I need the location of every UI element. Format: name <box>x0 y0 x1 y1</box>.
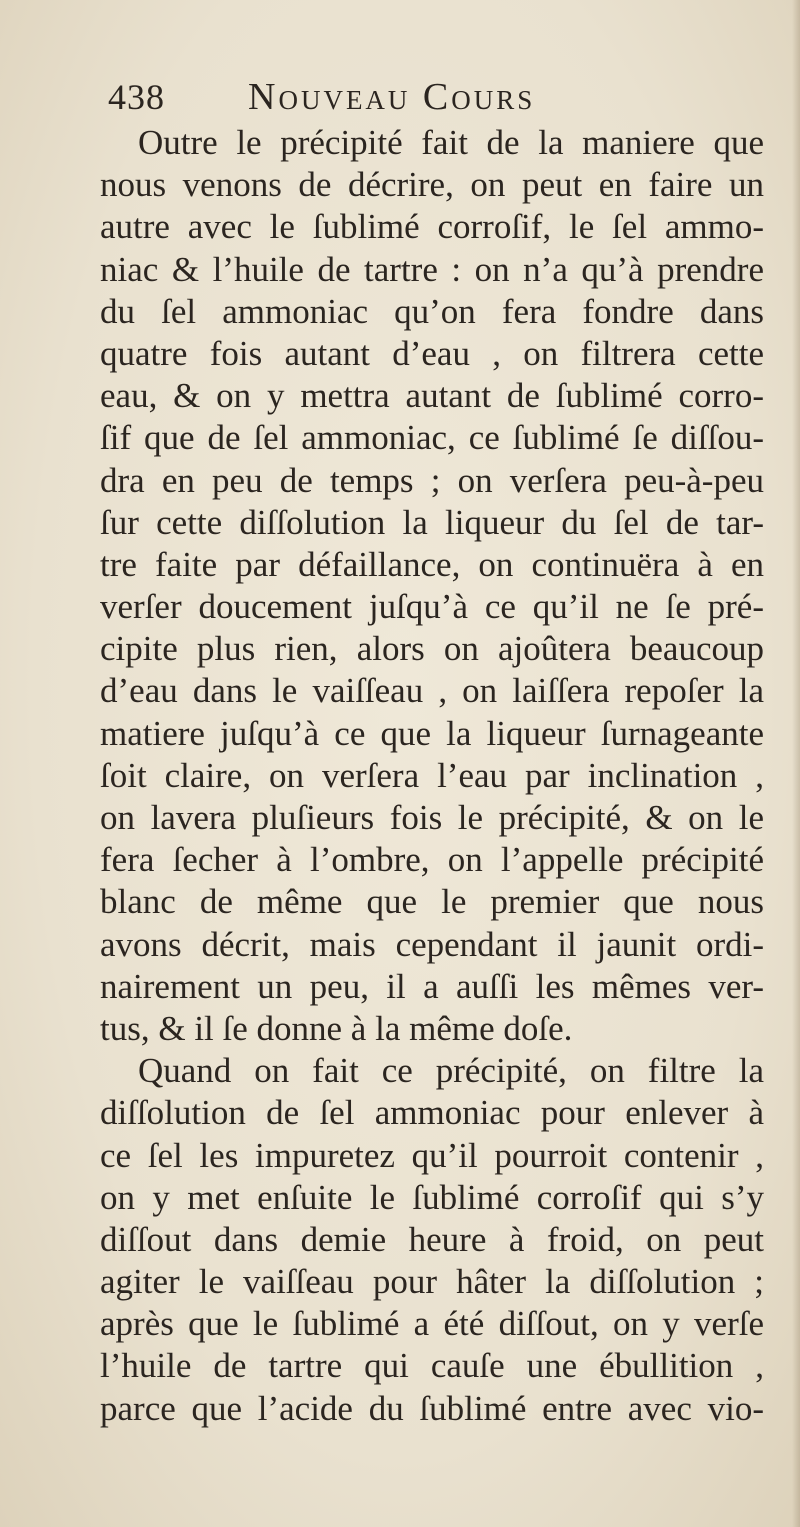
text-line: ce ſel les impuretez qu’il pourroit contenir , <box>100 1135 764 1175</box>
text-line: on y met enſuite le ſublimé corroſif qui s’y <box>100 1177 764 1217</box>
text-line: quatre fois autant d’eau , on filtrera cette <box>100 333 764 373</box>
running-title: Nouveau Cours <box>248 76 536 118</box>
page-number: 438 <box>108 77 165 117</box>
text-line: Quand on fait ce précipité, on filtre la <box>138 1051 764 1091</box>
text-line: matiere juſqu’à ce que la liqueur ſurnageante <box>100 713 764 753</box>
text-line: tre faite par défaillance, on continuëra à en <box>100 544 764 584</box>
text-line: nairement un peu, il a auſſi les mêmes ver- <box>100 966 764 1006</box>
text-line: agiter le vaiſſeau pour hâter la diſſolution ; <box>100 1262 764 1302</box>
text-line: nous venons de décrire, on peut en faire un <box>100 165 764 205</box>
text-line: cipite plus rien, alors on ajoûtera beaucoup <box>100 629 764 669</box>
text-line: ſoit claire, on verſera l’eau par inclination , <box>100 755 764 795</box>
text-line: autre avec le ſublimé corroſif, le ſel ammo- <box>100 207 764 247</box>
text-line: diſſout dans demie heure à froid, on peut <box>100 1219 764 1259</box>
text-line: dra en peu de temps ; on verſera peu-à-peu <box>100 460 764 500</box>
text-line: tus, & il ſe donne à la même doſe. <box>100 1008 573 1048</box>
text-line: Outre le précipité fait de la maniere que <box>138 123 764 162</box>
page-edge-shadow <box>792 0 800 1527</box>
page-header <box>108 72 648 122</box>
text-line: après que le ſublimé a été diſſout, on y verſe <box>100 1304 764 1344</box>
text-line: ſif que de ſel ammoniac, ce ſublimé ſe diſſou- <box>100 418 764 458</box>
text-line: l’huile de tartre qui cauſe une ébullition , <box>100 1346 764 1386</box>
text-line: blanc de même que le premier que nous <box>100 882 764 922</box>
paragraph-1 <box>100 122 764 1050</box>
text-line: d’eau dans le vaiſſeau , on laiſſera repoſer la <box>100 671 764 711</box>
text-line: eau, & on y mettra autant de ſublimé corro- <box>100 376 764 416</box>
text-line: niac & l’huile de tartre : on n’a qu’à prendre <box>100 249 764 289</box>
text-line: avons décrit, mais cependant il jaunit ordi- <box>100 924 764 964</box>
text-line: du ſel ammoniac qu’on fera fondre dans <box>100 291 764 331</box>
paragraph-2 <box>100 1050 764 1430</box>
text-line: fera ſecher à l’ombre, on l’appelle précipité <box>100 840 764 880</box>
text-line: ſur cette diſſolution la liqueur du ſel de tar- <box>100 502 764 542</box>
text-line: parce que l’acide du ſublimé entre avec vio- <box>100 1388 764 1428</box>
text-line: on lavera pluſieurs fois le précipité, & on le <box>100 798 764 837</box>
text-line: diſſolution de ſel ammoniac pour enlever à <box>100 1093 764 1133</box>
text-line: verſer doucement juſqu’à ce qu’il ne ſe pré- <box>100 587 764 627</box>
body-text <box>100 122 764 1430</box>
